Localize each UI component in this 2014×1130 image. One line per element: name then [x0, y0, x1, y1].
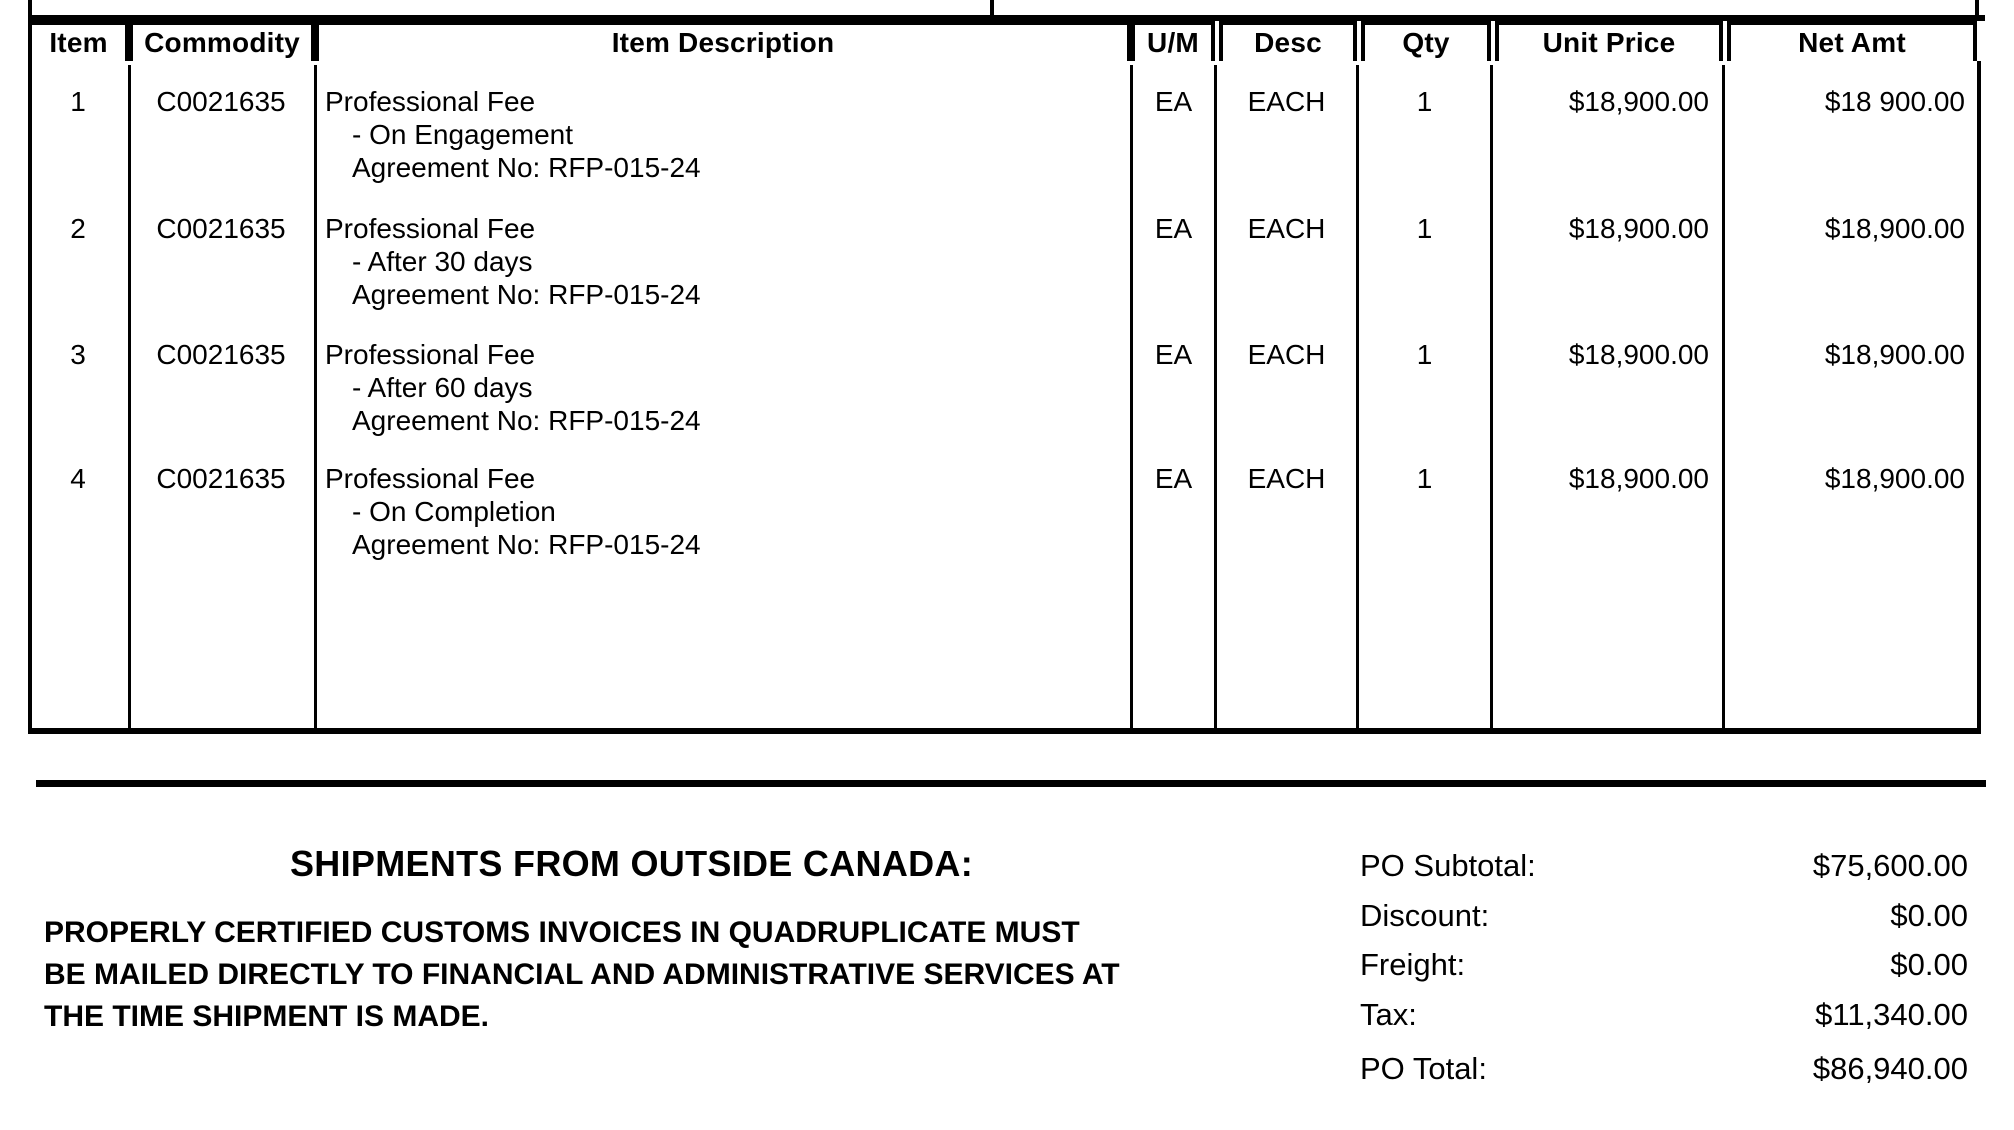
col-header-commodity	[129, 21, 315, 65]
customs-notice-text	[44, 912, 1120, 1038]
commodity-code: C0021635	[156, 213, 286, 244]
total-value: $0.00	[1890, 947, 1968, 982]
um-description: EACH	[1247, 339, 1326, 370]
description-line: - After 60 days	[352, 372, 533, 403]
um-description: EACH	[1247, 213, 1326, 244]
col-header-item	[28, 21, 129, 65]
customs-notice-line: BE MAILED DIRECTLY TO FINANCIAL AND ADMINISTRATIVE SERVICES AT	[44, 958, 1120, 991]
total-label: Tax:	[1360, 997, 1417, 1032]
unit-of-measure: EA	[1154, 339, 1193, 370]
col-header-item-description	[315, 21, 1131, 65]
unit-of-measure: EA	[1154, 463, 1193, 494]
quantity: 1	[1416, 463, 1433, 494]
description-line: Agreement No: RFP-015-24	[352, 405, 701, 436]
net-amount: $18 900.00	[1824, 86, 1965, 117]
customs-notice-line: PROPERLY CERTIFIED CUSTOMS INVOICES IN QUADRUPLICATE MUST	[44, 916, 1080, 949]
unit-price: $18,900.00	[1568, 86, 1709, 117]
description-line: Agreement No: RFP-015-24	[352, 152, 701, 183]
total-value: $0.00	[1890, 898, 1968, 933]
quantity: 1	[1416, 86, 1433, 117]
total-value: $86,940.00	[1812, 1051, 1968, 1086]
quantity: 1	[1416, 339, 1433, 370]
table-row	[0, 339, 2014, 449]
description-line: Agreement No: RFP-015-24	[352, 529, 701, 560]
col-header-net-amt	[1727, 21, 1977, 65]
col-header-unit-price-label: Unit Price	[1542, 27, 1676, 58]
description-line: Agreement No: RFP-015-24	[352, 279, 701, 310]
col-header-item-description-label: Item Description	[611, 27, 835, 58]
item-number: 2	[70, 213, 86, 244]
total-row-freight	[1360, 947, 1968, 987]
col-header-unit-price	[1495, 21, 1723, 65]
um-description: EACH	[1247, 463, 1326, 494]
customs-notice-line: THE TIME SHIPMENT IS MADE.	[44, 1000, 490, 1033]
total-label: Freight:	[1360, 947, 1466, 982]
col-header-commodity-label: Commodity	[144, 27, 300, 58]
item-number: 3	[70, 339, 86, 370]
total-label: PO Total:	[1360, 1051, 1487, 1086]
col-header-qty-label: Qty	[1402, 27, 1450, 58]
table-row	[0, 463, 2014, 573]
unit-price: $18,900.00	[1568, 463, 1709, 494]
total-value: $75,600.00	[1812, 848, 1968, 883]
total-label: PO Subtotal:	[1360, 848, 1536, 883]
commodity-code: C0021635	[156, 463, 286, 494]
description-line: - After 30 days	[352, 246, 533, 277]
col-header-item-label: Item	[49, 27, 108, 58]
unit-of-measure: EA	[1154, 213, 1193, 244]
col-header-um-label: U/M	[1147, 27, 1199, 58]
commodity-code: C0021635	[156, 339, 286, 370]
unit-price: $18,900.00	[1568, 339, 1709, 370]
table-row	[0, 213, 2014, 323]
quantity: 1	[1416, 213, 1433, 244]
col-header-net-amt-label: Net Amt	[1798, 27, 1906, 58]
total-value: $11,340.00	[1815, 997, 1968, 1032]
total-row-po-subtotal	[1360, 848, 1968, 888]
description-line: Professional Fee	[325, 463, 536, 494]
total-row-discount	[1360, 898, 1968, 938]
description-line: Professional Fee	[325, 213, 536, 244]
description-line: - On Completion	[352, 496, 556, 527]
item-number: 4	[70, 463, 86, 494]
net-amount: $18,900.00	[1824, 213, 1965, 244]
description-line: Professional Fee	[325, 86, 536, 117]
total-row-tax	[1360, 997, 1968, 1037]
unit-price: $18,900.00	[1568, 213, 1709, 244]
footer-section-rule	[36, 780, 1986, 787]
total-row-po-total	[1360, 1051, 1968, 1091]
col-header-desc	[1219, 21, 1357, 65]
um-description: EACH	[1247, 86, 1326, 117]
description-line: - On Engagement	[352, 119, 574, 150]
col-header-um	[1131, 21, 1215, 65]
item-number: 1	[70, 86, 86, 117]
col-header-qty	[1361, 21, 1491, 65]
unit-of-measure: EA	[1154, 86, 1193, 117]
table-row	[0, 86, 2014, 196]
net-amount: $18,900.00	[1824, 339, 1965, 370]
net-amount: $18,900.00	[1824, 463, 1965, 494]
description-line: Professional Fee	[325, 339, 536, 370]
total-label: Discount:	[1360, 898, 1490, 933]
col-header-desc-label: Desc	[1254, 27, 1322, 58]
shipments-heading: SHIPMENTS FROM OUTSIDE CANADA:	[290, 843, 973, 884]
commodity-code: C0021635	[156, 86, 286, 117]
